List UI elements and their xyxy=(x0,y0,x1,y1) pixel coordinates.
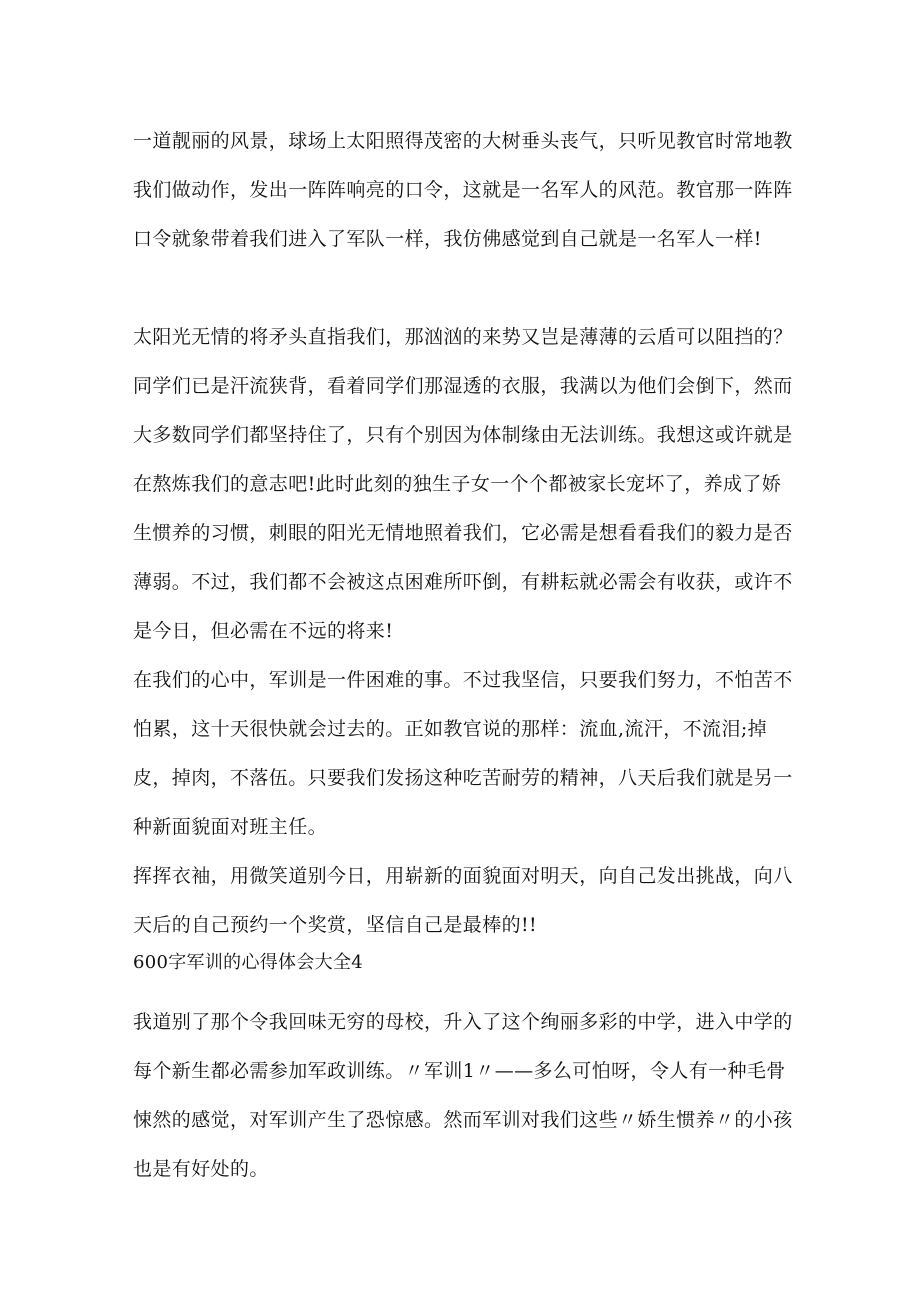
paragraph-1: 一道靓丽的风景，球场上太阳照得茂密的大树垂头丧气，只听见教官时常地教我们做动作，发出一阵阵响亮的口令，这就是一名军人的风范。教官那一阵阵口令就象带着我们进入了军队一样，我仿佛感觉到自己就是一名军人一样! xyxy=(133,130,793,250)
section-paragraph: 我道别了那个令我回味无穷的母校，升入了这个绚丽多彩的中学，进入中学的每个新生都必需参加军政训练。〃军训1〃——多么可怕呀，令人有一种毛骨悚然的感觉，对军训产生了恐惊感。然而军训对我们这些〃娇生惯养〃的小孩也是有好处的。 xyxy=(133,1011,793,1180)
paragraph-3: 在我们的心中，军训是一件困难的事。不过我坚信，只要我们努力，不怕苦不怕累，这十天很快就会过去的。正如教官说的那样：流血,流汗，不流泪;掉皮，掉肉，不落伍。只要我们发扬这种吃苦耐劳的精神，八天后我们就是另一种新面貌面对班主任。 xyxy=(133,669,793,838)
paragraph-2: 太阳光无情的将矛头直指我们，那汹汹的来势又岂是薄薄的云盾可以阻挡的？同学们已是汗流狭背，看着同学们那湿透的衣服，我满以为他们会倒下，然而大多数同学们都坚持住了，只有个别因为体制缘由无法训练。我想这或许就是在熬炼我们的意志吧!此时此刻的独生子女一个个都被家长宠坏了，养成了娇生惯养的习惯，刺眼的阳光无情地照着我们，它必需是想看看我们的毅力是否薄弱。不过，我们都不会被这点困难所吓倒，有耕耘就必需会有收获，或许不是今日，但必需在不远的将来! xyxy=(133,326,793,642)
section-heading: 600字军训的心得体会大全4 xyxy=(133,952,364,973)
paragraph-4: 挥挥衣袖，用微笑道别今日，用崭新的面貌面对明天，向自己发出挑战，向八天后的自己预约一个奖赏，坚信自己是最棒的!! xyxy=(133,865,793,936)
